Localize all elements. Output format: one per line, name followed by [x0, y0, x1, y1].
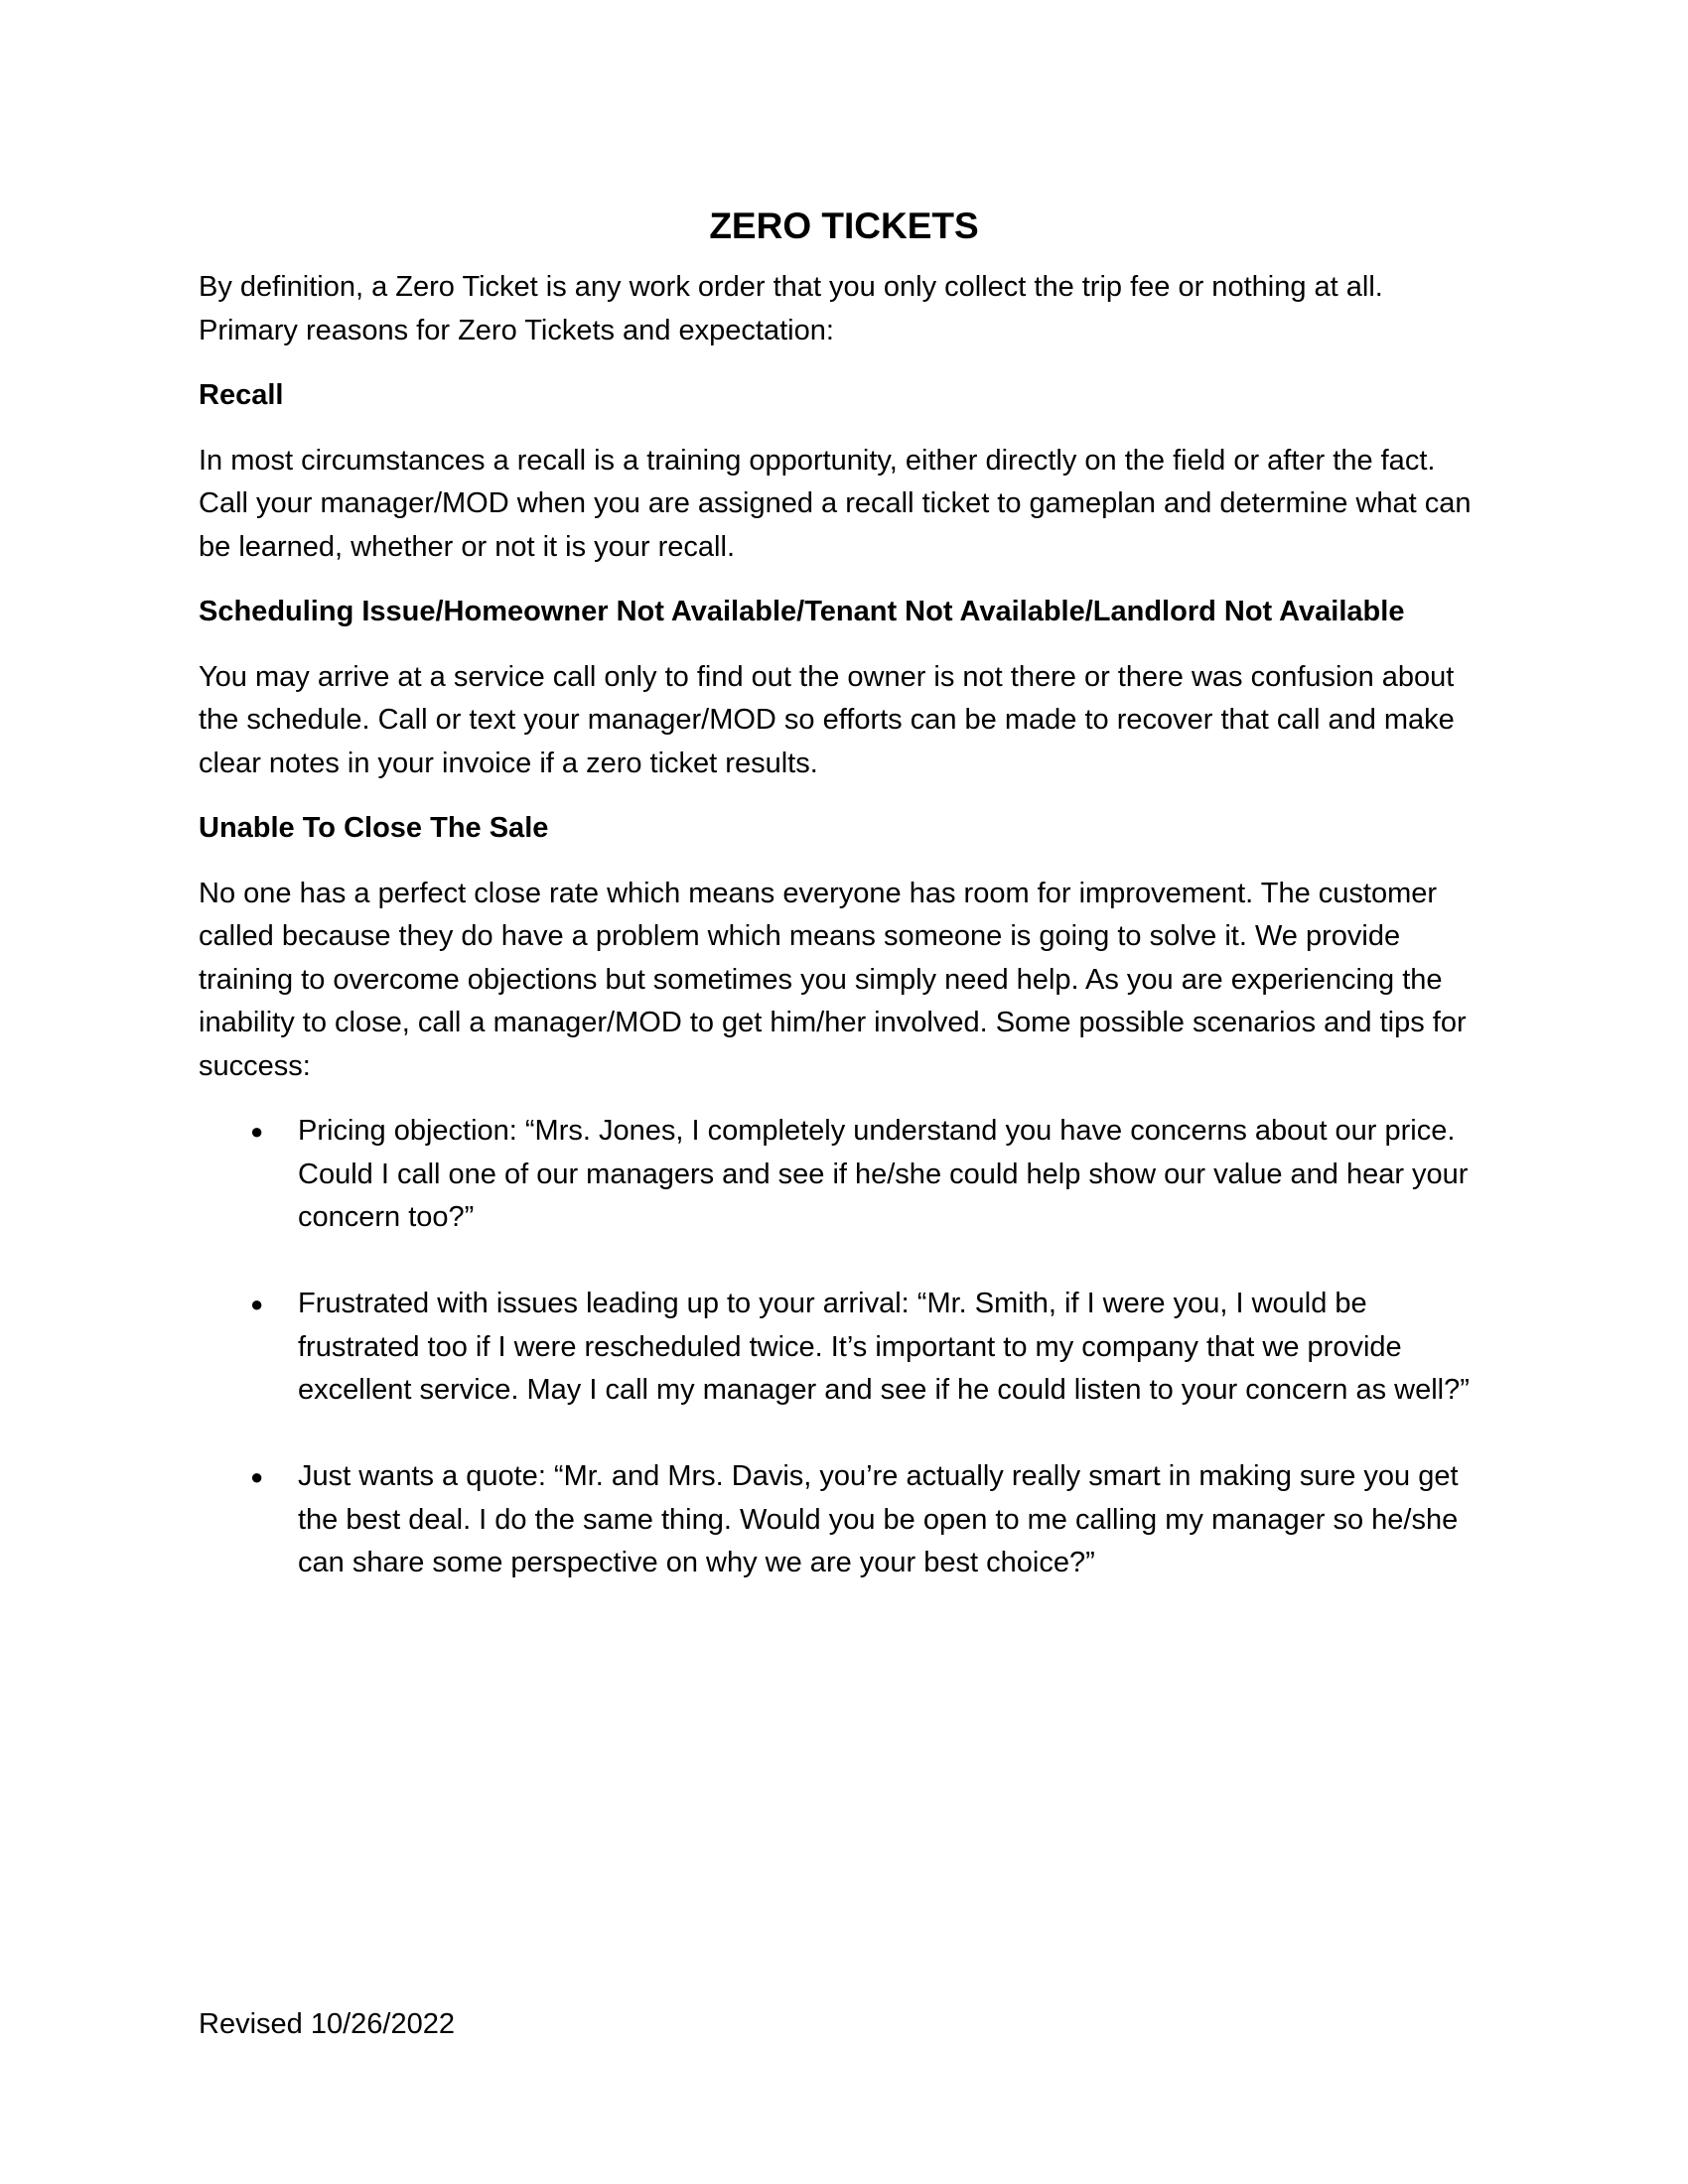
section-heading-scheduling: Scheduling Issue/Homeowner Not Available/Tenant Not Available/Landlord Not Available	[199, 596, 1405, 627]
section-body-scheduling: You may arrive at a service call only to find out the owner is not there or there was confusion about the schedule. Call or text your manager/MOD so efforts can be made to recover that call and make clear notes in your invoice if a zero ticket results.	[199, 660, 1455, 779]
list-item	[199, 1455, 1489, 1585]
tip-text-pricing: Pricing objection: “Mrs. Jones, I completely understand you have concerns about our price. Could I call one of our managers and see if he/she could help show our value and hear your concern too?”	[298, 1115, 1469, 1233]
section-body-recall: In most circumstances a recall is a training opportunity, either directly on the field or after the fact. Call your manager/MOD when you are assigned a recall ticket to gameplan and determine what can be learned, whether or not it is your recall.	[199, 444, 1472, 563]
tips-list	[199, 1110, 1489, 1585]
revision-footer: Revised 10/26/2022	[199, 2008, 455, 2040]
tip-text-quote: Just wants a quote: “Mr. and Mrs. Davis, you’re actually really smart in making sure you get the best deal. I do the same thing. Would you be open to me calling my manager so he/she can share some perspective on why we are your best choice?”	[298, 1460, 1459, 1578]
intro-paragraph: By definition, a Zero Ticket is any work order that you only collect the trip fee or nothing at all. Primary reasons for Zero Tickets and expectation:	[199, 271, 1383, 346]
section-body-close-sale: No one has a perfect close rate which means everyone has room for improvement. The customer called because they do have a problem which means someone is going to solve it. We provide training to overcome objections but sometimes you simply need help. As you are experiencing the inability to close, call a manager/MOD to get him/her involved. Some possible scenarios and tips for success:	[199, 877, 1467, 1082]
list-item	[199, 1110, 1489, 1240]
tip-text-frustrated: Frustrated with issues leading up to your arrival: “Mr. Smith, if I were you, I would be frustrated too if I were rescheduled twice. It’s important to my company that we provide excellent service. May I call my manager and see if he could listen to your concern as well?”	[298, 1288, 1470, 1406]
page-title: ZERO TICKETS	[709, 205, 979, 246]
list-item	[199, 1283, 1489, 1413]
bullet-icon: ●	[250, 1464, 264, 1489]
document-content	[199, 197, 1489, 1628]
bullet-icon: ●	[250, 1119, 264, 1144]
section-heading-recall: Recall	[199, 379, 284, 411]
section-heading-close-sale: Unable To Close The Sale	[199, 812, 549, 844]
bullet-icon: ●	[250, 1292, 264, 1316]
